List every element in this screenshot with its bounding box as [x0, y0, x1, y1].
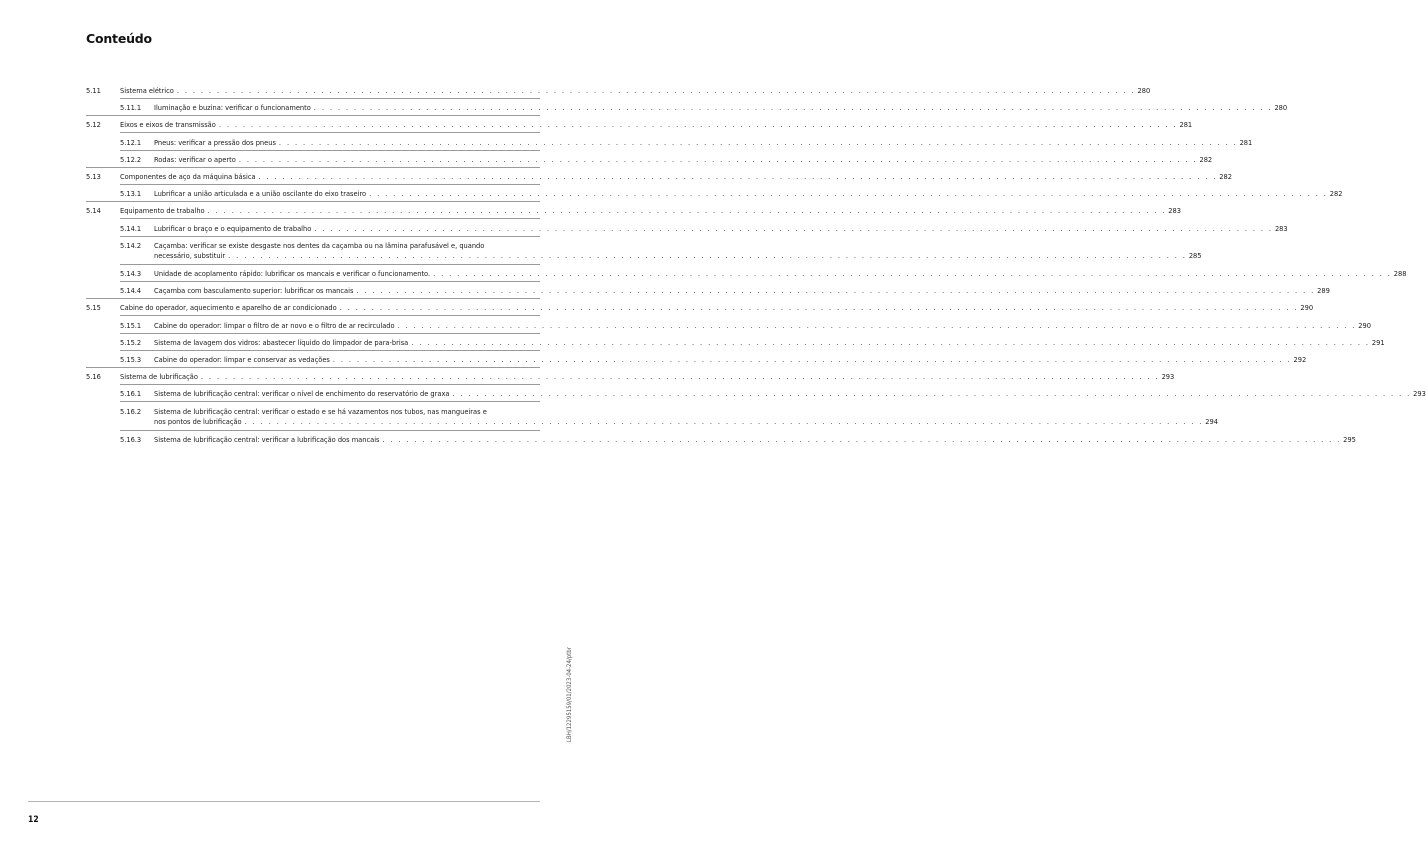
toc-dot-leader: . . . . . . . . . . . . . . . . . . . . . . . . . . . . . . . . . . . . . . . . . . . . . . . . . . . . . . . . . . . . . . . . . . . . . . . . . . . . . . . . . . . . . . . . . . . . . . . . . . . . . . . . . . . . . . . . . . . . . . . .	[200, 372, 1160, 382]
document-code: LBH/12295159/01/2023-04-24/ptbr	[566, 647, 573, 742]
toc-entry[interactable]	[86, 371, 1175, 382]
toc-subentry[interactable]	[86, 434, 1356, 445]
toc-row-divider	[120, 150, 540, 151]
toc-row-divider	[86, 367, 540, 368]
toc-subentry[interactable]	[86, 154, 1213, 165]
toc-entry-title: Caçamba com basculamento superior: lubrificar os mancais	[154, 286, 354, 296]
toc-subentry[interactable]	[86, 102, 1288, 113]
toc-row-divider	[120, 184, 540, 185]
toc-dot-leader: . . . . . . . . . . . . . . . . . . . . . . . . . . . . . . . . . . . . . . . . . . . . . . . . . . . . . . . . . . . . . . . . . . . . . . . . . . . . . . . . . . . . . . . . . . . . . . . . . . . . . . . . . . . . . . . . . . . . . . . .	[244, 416, 1204, 426]
toc-entry-number: 5.12.2	[120, 154, 142, 164]
toc-entry-title: Rodas: verificar o aperto	[154, 154, 236, 164]
toc-subentry[interactable]	[86, 285, 1330, 296]
toc-entry-title: Pneus: verificar a pressão dos pneus	[154, 137, 276, 147]
toc-entry-title: Unidade de acoplamento rápido: lubrificar os mancais e verificar o funcionamento.	[154, 269, 431, 278]
toc-row-divider	[120, 384, 540, 385]
toc-entry-title: Sistema de lavagem dos vidros: abastecer líquido do limpador de para-brisa	[154, 337, 409, 347]
toc-subentry[interactable]	[86, 223, 1288, 234]
toc-entry-title: Componentes de aço da máquina básica	[120, 172, 256, 181]
toc-dot-leader: . . . . . . . . . . . . . . . . . . . . . . . . . . . . . . . . . . . . . . . . . . . . . . . . . . . . . . . . . . . . . . . . . . . . . . . . . . . . . . . . . . . . . . . . . . . . . . . . . . . . . . . . . . . . . . . . . . . . . . . .	[207, 206, 1167, 216]
toc-entry-title: Cabine do operador: limpar o filtro de ar novo e o filtro de ar recirculado	[154, 320, 395, 330]
toc-page-number: 295	[1343, 434, 1356, 444]
toc-dot-leader: . . . . . . . . . . . . . . . . . . . . . . . . . . . . . . . . . . . . . . . . . . . . . . . . . . . . . . . . . . . . . . . . . . . . . . . . . . . . . . . . . . . . . . . . . . . . . . . . . . . . . . . . . . . . . . . . . . . . . . . .	[433, 269, 1392, 278]
toc-dot-leader: . . . . . . . . . . . . . . . . . . . . . . . . . . . . . . . . . . . . . . . . . . . . . . . . . . . . . . . . . . . . . . . . . . . . . . . . . . . . . . . . . . . . . . . . . . . . . . . . . . . . . . . . . . . . . . . . . . . . . . . .	[258, 172, 1218, 181]
toc-subentry[interactable]	[86, 268, 1407, 279]
toc-entry-title-line1: Sistema de lubrificação central: verificar o estado e se há vazamentos nos tubos, nas mangueiras e	[154, 406, 487, 416]
toc-dot-leader: . . . . . . . . . . . . . . . . . . . . . . . . . . . . . . . . . . . . . . . . . . . . . . . . . . . . . . . . . . . . . . . . . . . . . . . . . . . . . . . . . . . . . . . . . . . . . . . . . . . . . . . . . . . . . . . . . . . . . . . .	[397, 320, 1357, 330]
toc-row-divider	[120, 315, 540, 316]
toc-page-number: 281	[1239, 137, 1253, 147]
toc-page-number: 289	[1317, 286, 1330, 296]
toc-subentry[interactable]	[86, 406, 1218, 428]
toc-row-divider	[120, 264, 540, 265]
toc-entry-title: Cabine do operador: limpar e conservar as vedações	[154, 355, 330, 364]
toc-entry-number: 5.15.3	[120, 355, 142, 364]
toc-entry-number: 5.14.3	[120, 269, 142, 278]
toc-entry-title: Lubrificar o braço e o equipamento de trabalho	[154, 223, 312, 233]
toc-entry-number: 5.14.2	[120, 240, 142, 250]
toc-page-number: 291	[1371, 337, 1385, 347]
toc-entry-number: 5.16.1	[120, 389, 142, 399]
toc-dot-leader: . . . . . . . . . . . . . . . . . . . . . . . . . . . . . . . . . . . . . . . . . . . . . . . . . . . . . . . . . . . . . . . . . . . . . . . . . . . . . . . . . . . . . . . . . . . . . . . . . . . . . . . . . . . . . . . . . . . . . . . .	[332, 355, 1292, 364]
toc-row-divider	[86, 167, 540, 168]
toc-row-divider	[120, 98, 540, 99]
toc-entry[interactable]	[86, 171, 1232, 182]
toc-entry-number: 5.14	[86, 206, 101, 216]
toc-page-number: 285	[1188, 250, 1202, 260]
toc-dot-leader: . . . . . . . . . . . . . . . . . . . . . . . . . . . . . . . . . . . . . . . . . . . . . . . . . . . . . . . . . . . . . . . . . . . . . . . . . . . . . . . . . . . . . . . . . . . . . . . . . . . . . . . . . . . . . . . . . . . . . . . .	[218, 120, 1178, 130]
toc-dot-leader: . . . . . . . . . . . . . . . . . . . . . . . . . . . . . . . . . . . . . . . . . . . . . . . . . . . . . . . . . . . . . . . . . . . . . . . . . . . . . . . . . . . . . . . . . . . . . . . . . . . . . . . . . . . . . . . . . . . . . . . .	[452, 389, 1412, 399]
toc-row-divider	[86, 298, 540, 299]
toc-entry-number: 5.16	[86, 372, 101, 382]
toc-entry-title: Eixos e eixos de transmissão	[120, 120, 216, 130]
toc-entry-number: 5.12	[86, 120, 101, 130]
toc-entry-title: nos pontos de lubrificação	[154, 416, 242, 426]
toc-entry-title: Equipamento de trabalho	[120, 206, 205, 216]
toc-subentry[interactable]	[86, 337, 1385, 348]
footer-divider	[28, 801, 540, 802]
toc-entry-title: Cabine do operador, aquecimento e aparelho de ar condicionado	[120, 303, 337, 313]
toc-dot-leader: . . . . . . . . . . . . . . . . . . . . . . . . . . . . . . . . . . . . . . . . . . . . . . . . . . . . . . . . . . . . . . . . . . . . . . . . . . . . . . . . . . . . . . . . . . . . . . . . . . . . . . . . . . . . . . . . . . . . . . . .	[278, 137, 1238, 147]
toc-entry-title: Iluminação e buzina: verificar o funcionamento	[154, 103, 311, 113]
toc-entry-number: 5.16.3	[120, 434, 142, 444]
toc-dot-leader: . . . . . . . . . . . . . . . . . . . . . . . . . . . . . . . . . . . . . . . . . . . . . . . . . . . . . . . . . . . . . . . . . . . . . . . . . . . . . . . . . . . . . . . . . . . . . . . . . . . . . . . . . . . . . . . . . . . . . . . .	[228, 250, 1187, 260]
toc-subentry[interactable]	[86, 388, 1426, 399]
toc-page-number: 280	[1274, 103, 1288, 113]
toc-subentry[interactable]	[86, 320, 1371, 331]
toc-entry-number: 5.15.1	[120, 320, 142, 330]
toc-subentry[interactable]	[86, 354, 1307, 365]
toc-page-number: 292	[1293, 355, 1307, 364]
toc-page-number: 290	[1300, 303, 1314, 313]
toc-page-number: 280	[1137, 86, 1151, 95]
toc-dot-leader: . . . . . . . . . . . . . . . . . . . . . . . . . . . . . . . . . . . . . . . . . . . . . . . . . . . . . . . . . . . . . . . . . . . . . . . . . . . . . . . . . . . . . . . . . . . . . . . . . . . . . . . . . . . . . . . . . . . . . . . .	[314, 223, 1273, 233]
toc-entry-title: necessário, substituir	[154, 250, 226, 260]
toc-page-number: 282	[1199, 154, 1213, 164]
toc-entry-number: 5.14.1	[120, 223, 142, 233]
toc-page-number: 290	[1358, 320, 1371, 330]
toc-row-divider	[86, 201, 540, 202]
toc-row-divider	[120, 430, 540, 431]
toc-page-number: 294	[1205, 416, 1218, 426]
toc-dot-leader: . . . . . . . . . . . . . . . . . . . . . . . . . . . . . . . . . . . . . . . . . . . . . . . . . . . . . . . . . . . . . . . . . . . . . . . . . . . . . . . . . . . . . . . . . . . . . . . . . . . . . . . . . . . . . . . . . . . . . . . .	[369, 189, 1328, 199]
toc-page-number: 283	[1168, 206, 1181, 216]
toc-entry-title: Lubrificar a união articulada e a união oscilante do eixo traseiro	[154, 189, 367, 199]
page-title: Conteúdo	[86, 31, 152, 46]
toc-dot-leader: . . . . . . . . . . . . . . . . . . . . . . . . . . . . . . . . . . . . . . . . . . . . . . . . . . . . . . . . . . . . . . . . . . . . . . . . . . . . . . . . . . . . . . . . . . . . . . . . . . . . . . . . . . . . . . . . . . . . . . . .	[313, 103, 1273, 113]
toc-row-divider	[120, 236, 540, 237]
toc-entry-title-line1: Caçamba: verificar se existe desgaste nos dentes da caçamba ou na lâmina parafusável e, quando	[154, 240, 485, 250]
toc-entry-number: 5.16.2	[120, 406, 142, 416]
toc-dot-leader: . . . . . . . . . . . . . . . . . . . . . . . . . . . . . . . . . . . . . . . . . . . . . . . . . . . . . . . . . . . . . . . . . . . . . . . . . . . . . . . . . . . . . . . . . . . . . . . . . . . . . . . . . . . . . . . . . . . . . . . .	[356, 286, 1316, 296]
toc-subentry[interactable]	[86, 137, 1253, 148]
toc-subentry[interactable]	[86, 240, 1202, 262]
toc-entry-title: Sistema de lubrificação central: verificar o nível de enchimento do reservatório de graxa	[154, 389, 450, 399]
toc-entry[interactable]	[86, 205, 1181, 216]
toc-entry[interactable]	[86, 85, 1151, 96]
toc-entry-number: 5.11	[86, 86, 101, 95]
toc-entry-title: Sistema de lubrificação central: verificar a lubrificação dos mancais	[154, 434, 380, 444]
toc-page-number: 293	[1413, 389, 1426, 399]
toc-row-divider	[120, 401, 540, 402]
toc-page-number: 282	[1219, 172, 1232, 181]
toc-row-divider	[120, 132, 540, 133]
toc-entry-number: 5.15	[86, 303, 101, 313]
toc-dot-leader: . . . . . . . . . . . . . . . . . . . . . . . . . . . . . . . . . . . . . . . . . . . . . . . . . . . . . . . . . . . . . . . . . . . . . . . . . . . . . . . . . . . . . . . . . . . . . . . . . . . . . . . . . . . . . . . . . . . . . . . .	[382, 434, 1342, 444]
toc-entry-number: 5.11.1	[120, 103, 142, 113]
toc-subentry[interactable]	[86, 188, 1343, 199]
toc-entry[interactable]	[86, 119, 1193, 130]
toc-entry-number: 5.13.1	[120, 189, 142, 199]
toc-entry-title: Sistema elétrico	[120, 86, 174, 95]
toc-page-number: 293	[1161, 372, 1175, 382]
toc-dot-leader: . . . . . . . . . . . . . . . . . . . . . . . . . . . . . . . . . . . . . . . . . . . . . . . . . . . . . . . . . . . . . . . . . . . . . . . . . . . . . . . . . . . . . . . . . . . . . . . . . . . . . . . . . . . . . . . . . . . . . . . .	[411, 337, 1370, 347]
toc-entry-number: 5.15.2	[120, 337, 142, 347]
toc-row-divider	[120, 350, 540, 351]
toc-page-number: 282	[1329, 189, 1343, 199]
toc-row-divider	[86, 115, 540, 116]
toc-entry-number: 5.13	[86, 172, 101, 181]
toc-row-divider	[120, 218, 540, 219]
toc-entry-number: 5.14.4	[120, 286, 142, 296]
toc-entry-number: 5.12.1	[120, 137, 142, 147]
toc-dot-leader: . . . . . . . . . . . . . . . . . . . . . . . . . . . . . . . . . . . . . . . . . . . . . . . . . . . . . . . . . . . . . . . . . . . . . . . . . . . . . . . . . . . . . . . . . . . . . . . . . . . . . . . . . . . . . . . . . . . . . . . .	[339, 303, 1299, 313]
toc-page-number: 283	[1274, 223, 1288, 233]
toc-dot-leader: . . . . . . . . . . . . . . . . . . . . . . . . . . . . . . . . . . . . . . . . . . . . . . . . . . . . . . . . . . . . . . . . . . . . . . . . . . . . . . . . . . . . . . . . . . . . . . . . . . . . . . . . . . . . . . . . . . . . . . . .	[238, 154, 1198, 164]
toc-entry[interactable]	[86, 302, 1314, 313]
toc-row-divider	[120, 281, 540, 282]
toc-row-divider	[120, 333, 540, 334]
page-number: 12	[28, 815, 39, 825]
toc-entry-title: Sistema de lubrificação	[120, 372, 198, 382]
toc-page-number: 288	[1393, 269, 1407, 278]
toc-dot-leader: . . . . . . . . . . . . . . . . . . . . . . . . . . . . . . . . . . . . . . . . . . . . . . . . . . . . . . . . . . . . . . . . . . . . . . . . . . . . . . . . . . . . . . . . . . . . . . . . . . . . . . . . . . . . . . . . . . . . . . . .	[176, 86, 1136, 95]
toc-page-number: 281	[1179, 120, 1193, 130]
